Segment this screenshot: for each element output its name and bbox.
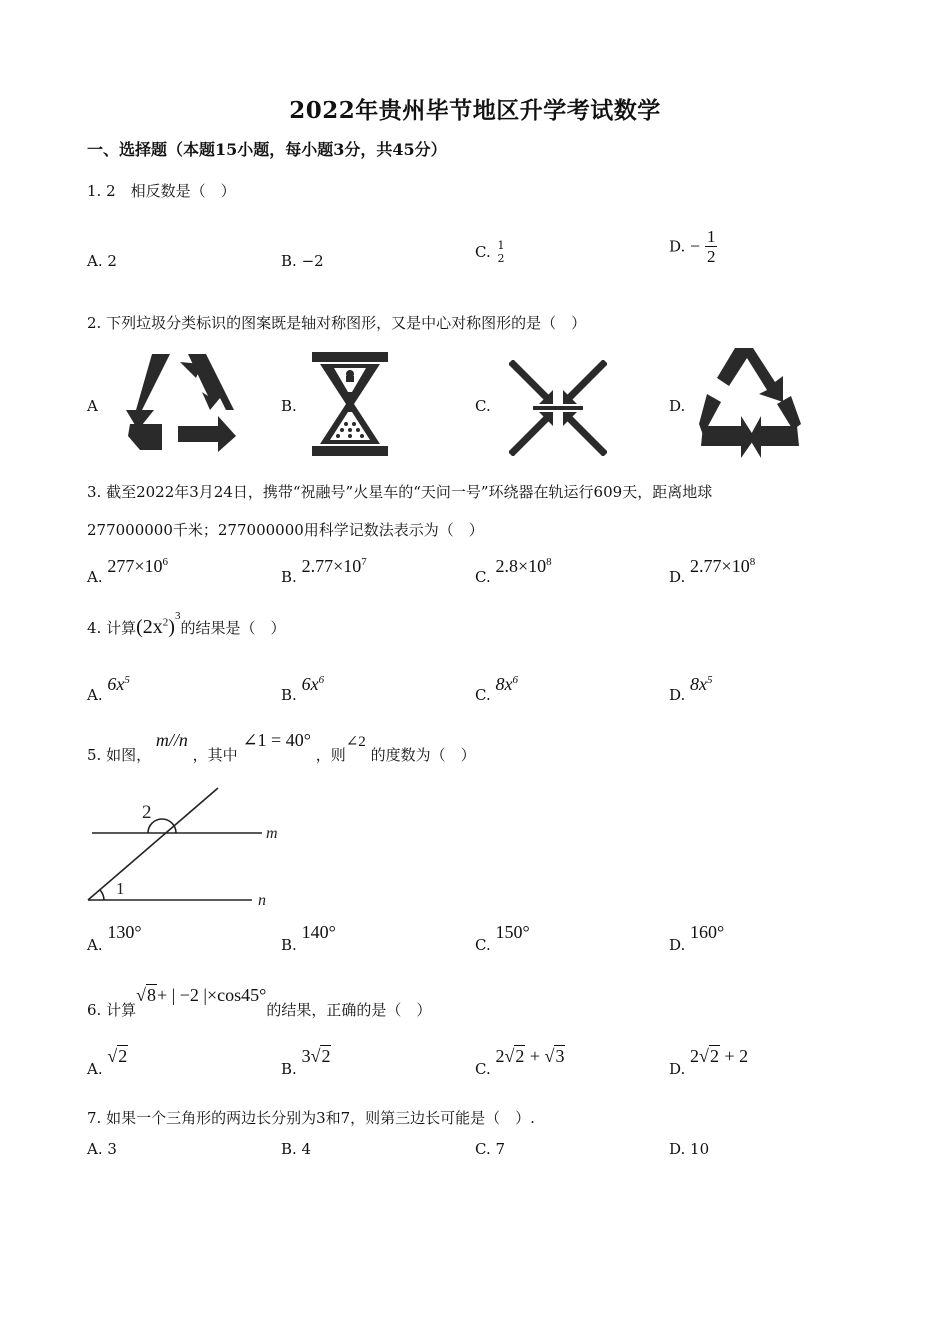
- q2-option-a-label[interactable]: A: [87, 397, 98, 415]
- expr-close: ): [168, 616, 175, 638]
- q2-option-b-label[interactable]: B.: [281, 397, 297, 415]
- q4-option-b[interactable]: [281, 674, 325, 704]
- radicand: 2: [709, 1046, 719, 1066]
- option-label: B.: [281, 252, 297, 270]
- radicand: 2: [515, 1046, 525, 1066]
- power-term: [302, 674, 325, 694]
- option-label: A.: [87, 1060, 103, 1078]
- angle-2-expression: ∠2: [345, 734, 366, 750]
- q3-option-a[interactable]: [87, 556, 169, 586]
- option-label: A.: [87, 568, 103, 586]
- root-expression: 2√2 + 2: [690, 1046, 749, 1066]
- option-value: 130°: [107, 922, 142, 942]
- option-label: D.: [669, 568, 686, 586]
- plus-sign: +: [529, 1046, 541, 1066]
- recycle-arrows-icon: [697, 346, 801, 460]
- stem-prefix: 4. 计算: [87, 619, 137, 637]
- q1-option-d[interactable]: [669, 228, 717, 265]
- sci-notation: [496, 556, 552, 576]
- q7-option-b[interactable]: B. 4: [281, 1140, 312, 1158]
- q3-option-d[interactable]: [669, 556, 756, 586]
- sci-base: 2.77×10: [301, 556, 362, 576]
- sci-base: 277×10: [107, 556, 163, 576]
- option-label: D.: [669, 1060, 686, 1078]
- question-3-stem-line-1: 3. 截至2022年3月24日，携带“祝融号”火星车的“天问一号”环绕器在轨运行609天，距离地球: [87, 483, 713, 501]
- q7-option-c[interactable]: C. 7: [475, 1140, 506, 1158]
- fraction-denominator: 2: [497, 252, 505, 265]
- expr-rest: + | −2 |×cos45°: [156, 985, 267, 1005]
- figure-label-m: m: [266, 825, 278, 842]
- fraction: [705, 228, 718, 265]
- sci-notation: [690, 556, 755, 576]
- option-label: A.: [87, 936, 103, 954]
- fraction-denominator: 2: [706, 247, 716, 266]
- stem-middle-1: ，其中: [192, 746, 238, 764]
- transversal: [88, 788, 218, 900]
- figure-label-2: 2: [142, 802, 152, 823]
- root-expression: √2: [107, 1046, 128, 1066]
- stem-middle-2: ，则: [315, 746, 346, 764]
- term-exponent: 6: [512, 674, 518, 686]
- q2-option-c-label[interactable]: C.: [475, 397, 491, 415]
- option-label: B.: [281, 1060, 297, 1078]
- q6-option-c[interactable]: [475, 1046, 565, 1078]
- term-base: 8x: [495, 674, 513, 694]
- angle-2-arc: [148, 819, 176, 833]
- parallel-expression: m//n: [155, 730, 188, 750]
- power-expression: [136, 610, 181, 638]
- option-label: B.: [281, 936, 297, 954]
- q6-option-a[interactable]: [87, 1046, 128, 1078]
- option-label: C.: [475, 1060, 491, 1078]
- sci-notation: [107, 556, 168, 576]
- option-label: D.: [669, 686, 686, 704]
- option-label: C.: [475, 936, 491, 954]
- term-base: 6x: [301, 674, 319, 694]
- option-label: D.: [669, 936, 686, 954]
- section-heading: 一、选择题（本题15小题，每小题3分，共45分）: [87, 140, 447, 159]
- sci-exponent: 6: [162, 556, 169, 568]
- q4-option-a[interactable]: [87, 674, 130, 704]
- q3-option-b[interactable]: [281, 556, 367, 586]
- calc-expression: √8+ | −2 |×cos45°: [136, 985, 267, 1005]
- question-2-stem: 2. 下列垃圾分类标识的图案既是轴对称图形，又是中心对称图形的是（ ）: [87, 314, 587, 332]
- sci-exponent: 7: [361, 556, 367, 568]
- option-label: C.: [475, 568, 491, 586]
- question-5-stem: [87, 730, 476, 764]
- angle-1-arc: [100, 890, 104, 900]
- fraction: [496, 240, 507, 264]
- q3-option-c[interactable]: [475, 556, 552, 586]
- question-4-stem: [87, 610, 286, 639]
- stem-prefix: 6. 计算: [87, 1001, 137, 1019]
- option-value: 140°: [301, 922, 336, 942]
- option-label: A.: [87, 686, 103, 704]
- question-1-stem: 1. 2 相反数是（ ）: [87, 182, 236, 200]
- power-term: [690, 674, 713, 694]
- fraction-numerator: 1: [706, 227, 716, 246]
- power-term: [496, 674, 519, 694]
- q5-option-b[interactable]: [281, 922, 336, 954]
- root-expression: 3√2: [301, 1046, 331, 1066]
- root-expression: 2√2 + √3: [495, 1046, 565, 1066]
- stem-suffix: 的度数为（ ）: [370, 746, 476, 764]
- q7-option-a[interactable]: A. 3: [87, 1140, 117, 1158]
- q5-option-d[interactable]: [669, 922, 725, 954]
- q5-option-c[interactable]: [475, 922, 530, 954]
- radicand: 3: [555, 1046, 565, 1066]
- option-label: A.: [87, 252, 103, 270]
- recycle-triangle-icon: [122, 352, 236, 452]
- option-label: C.: [475, 686, 491, 704]
- term-exponent: 5: [124, 674, 130, 686]
- figure-label-n: n: [258, 892, 266, 909]
- option-value: −2: [301, 252, 324, 270]
- term-base: 6x: [107, 674, 125, 694]
- option-value: 150°: [495, 922, 530, 942]
- option-value: 160°: [690, 922, 725, 942]
- coefficient: 3: [301, 1046, 311, 1066]
- plus-term: + 2: [724, 1046, 749, 1066]
- figure-label-1: 1: [116, 879, 125, 898]
- q5-option-a[interactable]: [87, 922, 142, 954]
- angle-1-expression: ∠1 = 40°: [242, 730, 311, 750]
- sci-base: 2.8×10: [495, 556, 547, 576]
- q4-option-c[interactable]: [475, 674, 518, 704]
- q6-option-b[interactable]: [281, 1046, 331, 1078]
- question-7-stem: 7. 如果一个三角形的两边长分别为3和7，则第三边长可能是（ ）.: [87, 1109, 535, 1127]
- q1-option-c[interactable]: [475, 240, 507, 264]
- q6-option-d[interactable]: [669, 1046, 749, 1078]
- term-base: 8x: [690, 674, 708, 694]
- expr-open: (2x: [136, 616, 163, 638]
- radicand: 2: [321, 1046, 331, 1066]
- inner-exponent: 2: [162, 616, 169, 629]
- option-label: C.: [475, 243, 491, 261]
- option-value: 2: [107, 252, 117, 270]
- q1-option-a[interactable]: [87, 252, 117, 270]
- question-6-stem: [87, 985, 432, 1019]
- stem-suffix: 的结果是（ ）: [180, 619, 286, 637]
- minus-sign: −: [690, 236, 701, 256]
- page-title: 2022年贵州毕节地区升学考试数学: [289, 97, 661, 124]
- option-label: B.: [281, 568, 297, 586]
- term-exponent: 5: [707, 674, 713, 686]
- four-arrows-inward-icon: [509, 360, 607, 456]
- q7-option-d[interactable]: D. 10: [669, 1140, 710, 1158]
- q2-option-d-label[interactable]: D.: [669, 397, 686, 415]
- sci-base: 2.77×10: [690, 556, 750, 576]
- coefficient: 2: [690, 1046, 700, 1066]
- radicand: 2: [118, 1046, 128, 1066]
- coefficient: 2: [495, 1046, 505, 1066]
- power-term: [107, 674, 130, 694]
- sci-notation: [302, 556, 367, 576]
- fraction-numerator: 1: [497, 239, 505, 252]
- stem-prefix: 5. 如图，: [87, 746, 152, 764]
- hourglass-flask-icon: [312, 352, 388, 456]
- parallel-lines-figure: [84, 784, 294, 910]
- stem-suffix: 的结果，正确的是（ ）: [266, 1001, 432, 1019]
- option-label: B.: [281, 686, 297, 704]
- q1-option-b[interactable]: [281, 252, 324, 270]
- q4-option-d[interactable]: [669, 674, 713, 704]
- sci-exponent: 8: [546, 556, 552, 568]
- radicand: 8: [146, 985, 156, 1005]
- sci-exponent: 8: [749, 556, 756, 568]
- question-3-stem-line-2: 277000000千米；277000000用科学记数法表示为（ ）: [87, 521, 484, 539]
- outer-exponent: 3: [174, 610, 181, 623]
- term-exponent: 6: [318, 674, 325, 686]
- option-label: D.: [669, 237, 686, 256]
